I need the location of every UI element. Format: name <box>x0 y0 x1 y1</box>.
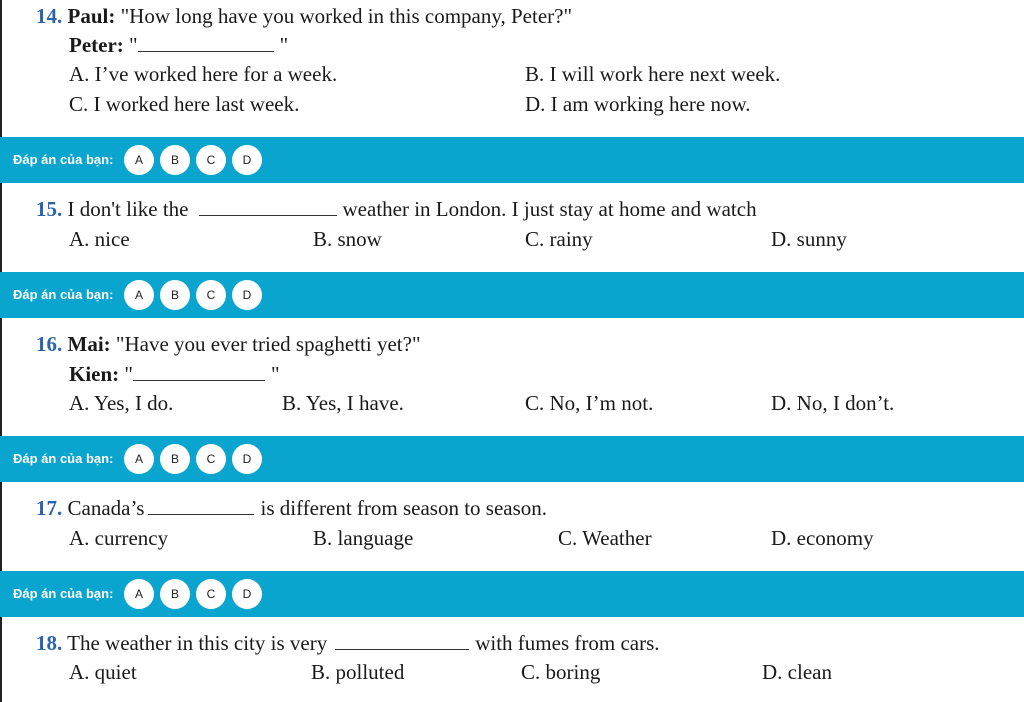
option-d: D. No, I don’t. <box>771 391 895 415</box>
answer-a-button[interactable]: A <box>124 444 154 474</box>
option-d: D. I am working here now. <box>525 92 751 116</box>
answer-bar-q17 <box>0 571 1024 617</box>
answer-label: Đáp án của bạn: <box>13 287 114 302</box>
option-c: C. Weather <box>558 526 652 550</box>
question-18-prompt <box>36 631 660 655</box>
speaker-name: Peter: <box>69 33 124 57</box>
quote-mark: " <box>129 33 138 57</box>
answer-b-button[interactable]: B <box>160 280 190 310</box>
question-14-reply <box>69 33 288 57</box>
question-number: 16. <box>36 332 63 356</box>
question-text: is different from season to season. <box>260 496 548 520</box>
speaker-name: Paul: <box>67 4 116 28</box>
option-a: A. I’ve worked here for a week. <box>69 62 338 86</box>
question-text: The weather in this city is very <box>67 631 328 655</box>
question-text: I don't like the <box>67 197 189 221</box>
option-c: C. boring <box>521 660 601 684</box>
answer-bar-q15 <box>0 272 1024 318</box>
option-b: B. polluted <box>311 660 405 684</box>
question-number: 17. <box>36 496 63 520</box>
option-d: D. clean <box>762 660 832 684</box>
option-a: A. Yes, I do. <box>69 391 174 415</box>
answer-d-button[interactable]: D <box>232 145 262 175</box>
answer-label: Đáp án của bạn: <box>13 451 114 466</box>
option-a: A. quiet <box>69 660 137 684</box>
question-text: "Have you ever tried spaghetti yet?" <box>115 332 421 356</box>
answer-c-button[interactable]: C <box>196 280 226 310</box>
option-d: D. economy <box>771 526 874 550</box>
question-text: with fumes from cars. <box>475 631 660 655</box>
answer-c-button[interactable]: C <box>196 444 226 474</box>
answer-c-button[interactable]: C <box>196 145 226 175</box>
answer-label: Đáp án của bạn: <box>13 586 114 601</box>
answer-c-button[interactable]: C <box>196 579 226 609</box>
answer-b-button[interactable]: B <box>160 145 190 175</box>
question-15-prompt <box>36 197 757 221</box>
option-c: C. I worked here last week. <box>69 92 300 116</box>
option-b: B. I will work here next week. <box>525 62 781 86</box>
answer-a-button[interactable]: A <box>124 280 154 310</box>
answer-blank <box>138 36 274 52</box>
answer-blank <box>335 634 469 650</box>
option-c: C. No, I’m not. <box>525 391 654 415</box>
answer-d-button[interactable]: D <box>232 280 262 310</box>
answer-d-button[interactable]: D <box>232 444 262 474</box>
answer-b-button[interactable]: B <box>160 579 190 609</box>
question-16-prompt <box>36 332 421 356</box>
option-b: B. language <box>313 526 414 550</box>
question-text: "How long have you worked in this company, Peter?" <box>120 4 573 28</box>
option-b: B. snow <box>313 227 382 251</box>
answer-label: Đáp án của bạn: <box>13 152 114 167</box>
question-text: Canada’s <box>67 496 145 520</box>
question-number: 14. <box>36 4 63 28</box>
option-b: B. Yes, I have. <box>282 391 404 415</box>
answer-bar-q16 <box>0 436 1024 482</box>
answer-b-button[interactable]: B <box>160 444 190 474</box>
answer-blank <box>148 499 254 515</box>
option-a: A. currency <box>69 526 169 550</box>
answer-blank <box>133 365 265 381</box>
quote-mark: " <box>279 33 289 57</box>
question-number: 15. <box>36 197 63 221</box>
option-c: C. rainy <box>525 227 593 251</box>
answer-blank <box>199 200 337 216</box>
answer-bar-q14 <box>0 137 1024 183</box>
question-14-prompt <box>36 4 572 28</box>
question-16-reply <box>69 362 280 386</box>
quote-mark: " <box>271 362 280 386</box>
speaker-name: Mai: <box>67 332 111 356</box>
answer-a-button[interactable]: A <box>124 145 154 175</box>
option-d: D. sunny <box>771 227 847 251</box>
question-text: weather in London. I just stay at home and watch <box>342 197 757 221</box>
question-17-prompt <box>36 496 547 520</box>
question-number: 18. <box>36 631 63 655</box>
speaker-name: Kien: <box>69 362 120 386</box>
option-a: A. nice <box>69 227 130 251</box>
answer-a-button[interactable]: A <box>124 579 154 609</box>
quote-mark: " <box>124 362 133 386</box>
answer-d-button[interactable]: D <box>232 579 262 609</box>
